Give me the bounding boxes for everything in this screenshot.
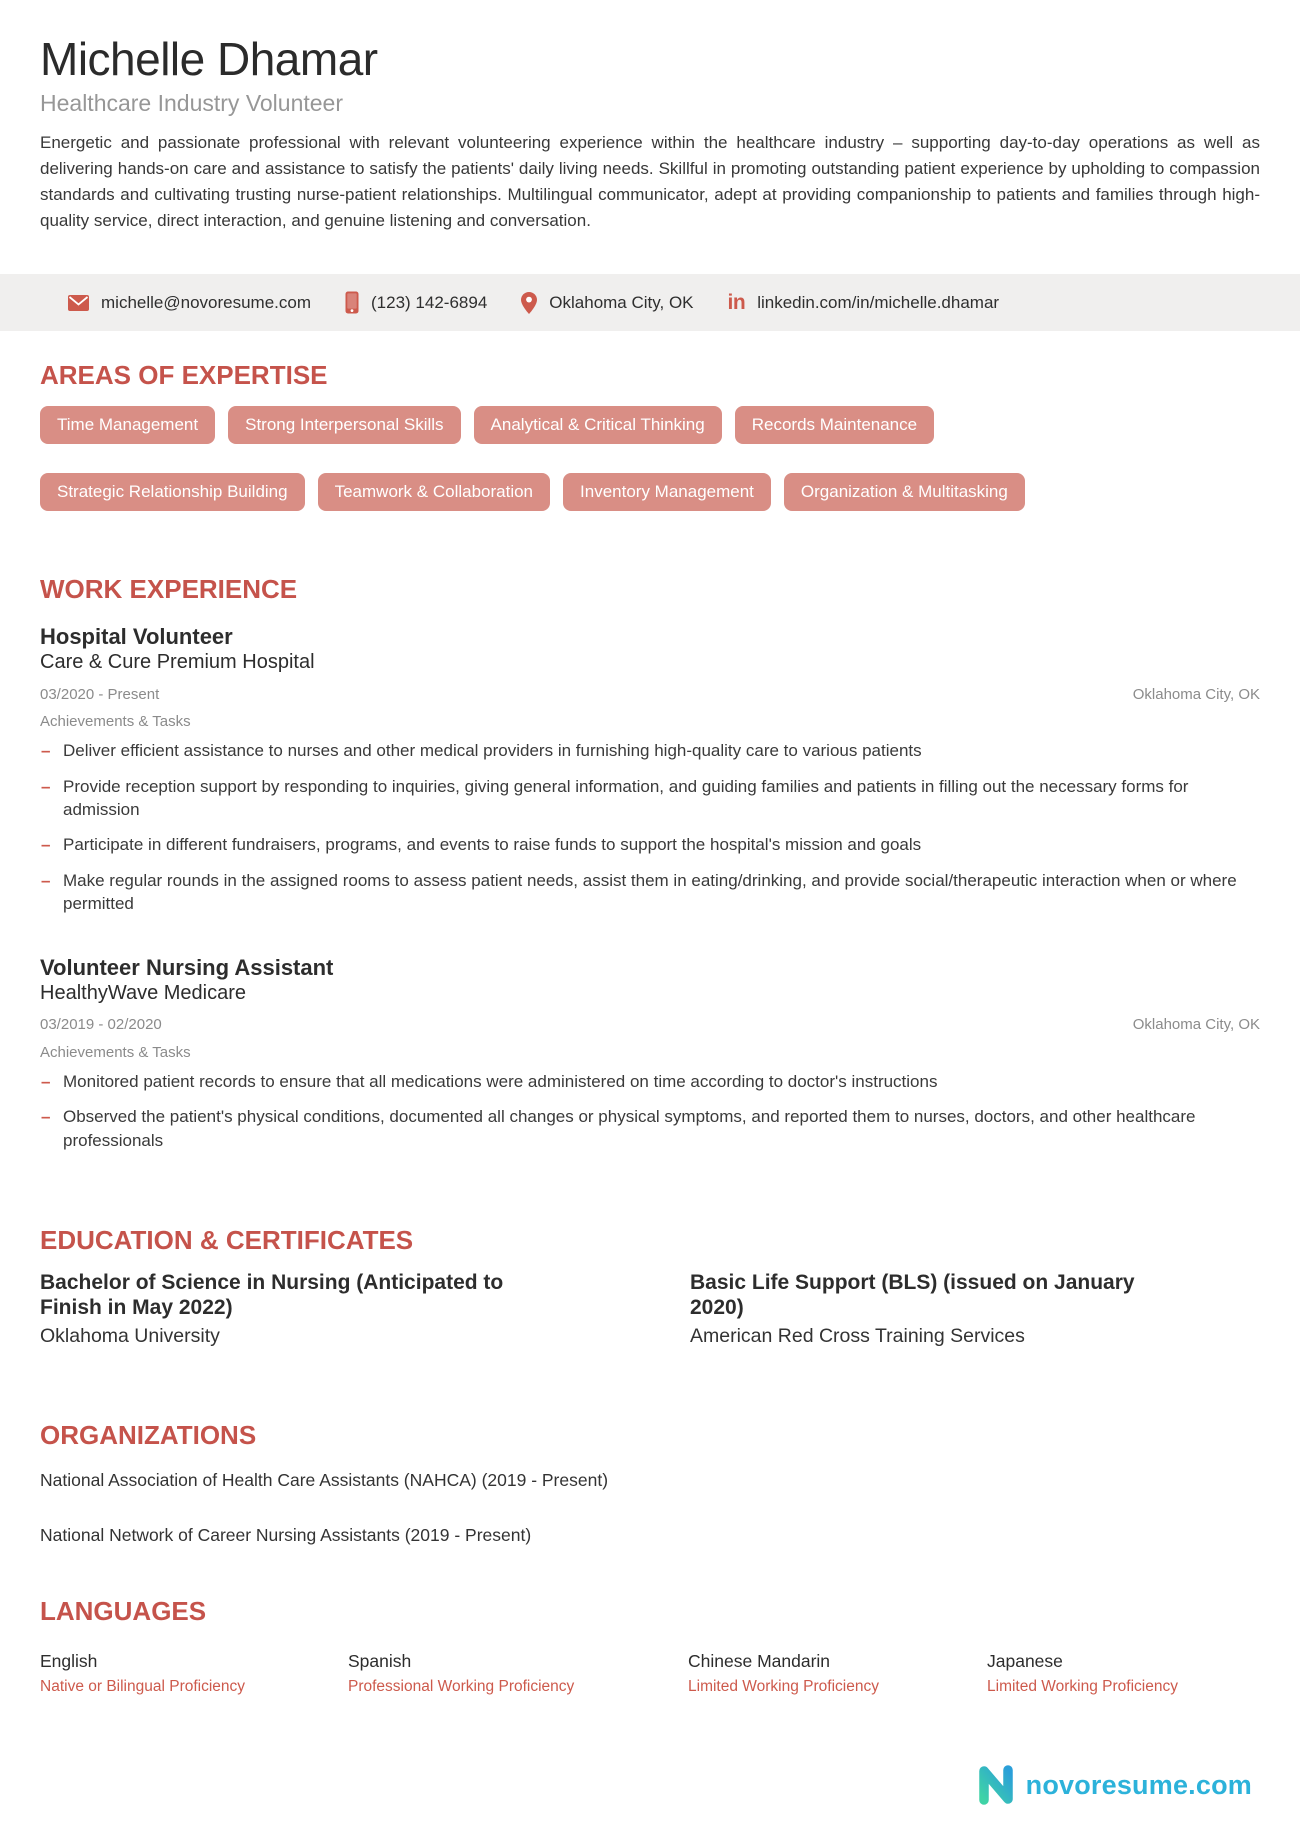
map-pin-icon [521,292,537,314]
education-grid [40,1270,1260,1350]
section-heading-education: EDUCATION & CERTIFICATES [40,1225,414,1256]
contact-location[interactable] [521,292,693,314]
job-bullet-text: Participate in different fundraisers, programs, and events to raise funds to support the hospital's mission and goals [63,835,922,855]
job-bullet [40,739,1260,762]
job-bullet [40,833,1260,856]
language-proficiency: Limited Working Proficiency [987,1677,1178,1695]
job-bullet [40,775,1260,822]
expertise-tag-row-2 [40,473,1260,511]
skill-tag: Organization & Multitasking [784,473,1025,511]
skill-tag: Records Maintenance [735,406,934,444]
linkedin-icon: in [727,291,746,315]
job-entry [40,624,1260,915]
skill-tag: Time Management [40,406,215,444]
job-bullet-text: Make regular rounds in the assigned rooms to assess patient needs, assist them in eating/drinking, and provide social/therapeutic interaction when or where permitted [63,870,1237,913]
job-meta-row [40,1016,1260,1035]
tasks-label: Achievements & Tasks [40,1044,191,1062]
section-heading-languages: LANGUAGES [40,1595,207,1626]
job-company: Care & Cure Premium Hospital [40,651,315,674]
contact-email-text: michelle@novoresume.com [101,292,312,312]
contact-email[interactable] [68,293,311,313]
job-bullet [40,1105,1260,1152]
job-bullet-list [40,739,1260,915]
language-name: Japanese [987,1651,1063,1672]
bullet-dash-icon: – [41,835,51,855]
bullet-dash-icon: – [41,1072,51,1092]
bullet-dash-icon: – [41,776,51,796]
novoresume-logo-icon [976,1763,1016,1807]
contact-linkedin[interactable] [728,292,1000,313]
job-bullet [40,1070,1260,1093]
bullet-dash-icon: – [41,741,51,761]
education-institution: Oklahoma University [40,1324,220,1347]
contact-linkedin-text: linkedin.com/in/michelle.dhamar [757,292,1000,312]
organizations-list [40,1470,1260,1547]
job-location: Oklahoma City, OK [1132,1016,1260,1034]
expertise-tag-row-1 [40,406,1260,444]
bullet-dash-icon: – [41,1107,51,1127]
job-bullet-text: Deliver efficient assistance to nurses and other medical providers in furnishing high-quality care to various patients [63,741,922,761]
organization-item: National Network of Career Nursing Assistants (2019 - Present) [40,1524,532,1545]
contact-bar [0,274,1300,331]
job-bullet [40,869,1260,916]
organization-item: National Association of Health Care Assistants (NAHCA) (2019 - Present) [40,1469,609,1490]
section-heading-work: WORK EXPERIENCE [40,573,298,604]
education-institution: American Red Cross Training Services [690,1324,1025,1347]
job-dates: 03/2020 - Present [40,685,160,703]
novoresume-brand-link[interactable] [976,1763,1252,1807]
summary-paragraph: Energetic and passionate professional with relevant volunteering experience within the healthcare industry – supporting day-to-day operations as well as delivering hands-on care and assistance to satisfy the patients' daily living needs. Skillful in promoting outstanding patient experience by upholding to compassion standards and cultivating trusting nurse-patient relationships. Multilingual communicator, adept at providing companionship to patients and families through high-quality service, direct interaction, and genuine listening and conversation. [40,133,1260,231]
tasks-label: Achievements & Tasks [40,713,191,731]
job-title: Hospital Volunteer [40,624,233,650]
contact-location-text: Oklahoma City, OK [549,292,694,312]
job-location: Oklahoma City, OK [1132,685,1260,703]
language-item [987,1651,1260,1696]
job-bullet-text: Observed the patient's physical conditions, documented all changes or physical symptoms, and reported them to nurses, doctors, and other healthcare professionals [63,1107,1196,1150]
education-item [40,1270,690,1350]
job-entry [40,955,1260,1152]
job-bullet-list [40,1070,1260,1152]
languages-grid [40,1651,1260,1696]
job-bullet-text: Monitored patient records to ensure that all medications were administered on time according to doctor's instructions [63,1072,938,1092]
skill-tag: Teamwork & Collaboration [318,473,550,511]
section-heading-expertise: AREAS OF EXPERTISE [40,360,328,391]
person-name: Michelle Dhamar [40,33,378,85]
language-proficiency: Limited Working Proficiency [688,1677,879,1695]
mobile-phone-icon [345,291,359,314]
envelope-icon [68,295,89,311]
job-dates: 03/2019 - 02/2020 [40,1016,162,1034]
language-name: Chinese Mandarin [688,1651,831,1672]
language-proficiency: Professional Working Proficiency [348,1677,575,1695]
skill-tag: Analytical & Critical Thinking [474,406,722,444]
education-item [690,1270,1260,1350]
skill-tag: Strategic Relationship Building [40,473,305,511]
job-bullet-text: Provide reception support by responding to inquiries, giving general information, and guiding families and patients in filling out the necessary forms for admission [63,776,1189,819]
language-item [688,1651,987,1696]
job-title: Volunteer Nursing Assistant [40,955,334,981]
brand-text: novoresume.com [1025,1769,1252,1800]
job-company: HealthyWave Medicare [40,982,247,1005]
language-name: English [40,1651,98,1672]
language-item [40,1651,348,1696]
section-heading-organizations: ORGANIZATIONS [40,1420,257,1451]
person-job-title: Healthcare Industry Volunteer [40,89,344,116]
contact-phone[interactable] [345,291,487,314]
bullet-dash-icon: – [41,870,51,890]
job-meta-row [40,686,1260,705]
language-item [348,1651,688,1696]
education-title: Bachelor of Science in Nursing (Anticipated to Finish in May 2022) [40,1270,504,1320]
language-proficiency: Native or Bilingual Proficiency [40,1677,246,1695]
contact-phone-text: (123) 142-6894 [371,292,488,312]
skill-tag: Inventory Management [563,473,771,511]
skill-tag: Strong Interpersonal Skills [228,406,460,444]
language-name: Spanish [348,1651,412,1672]
education-title: Basic Life Support (BLS) (issued on January 2020) [690,1270,1135,1320]
